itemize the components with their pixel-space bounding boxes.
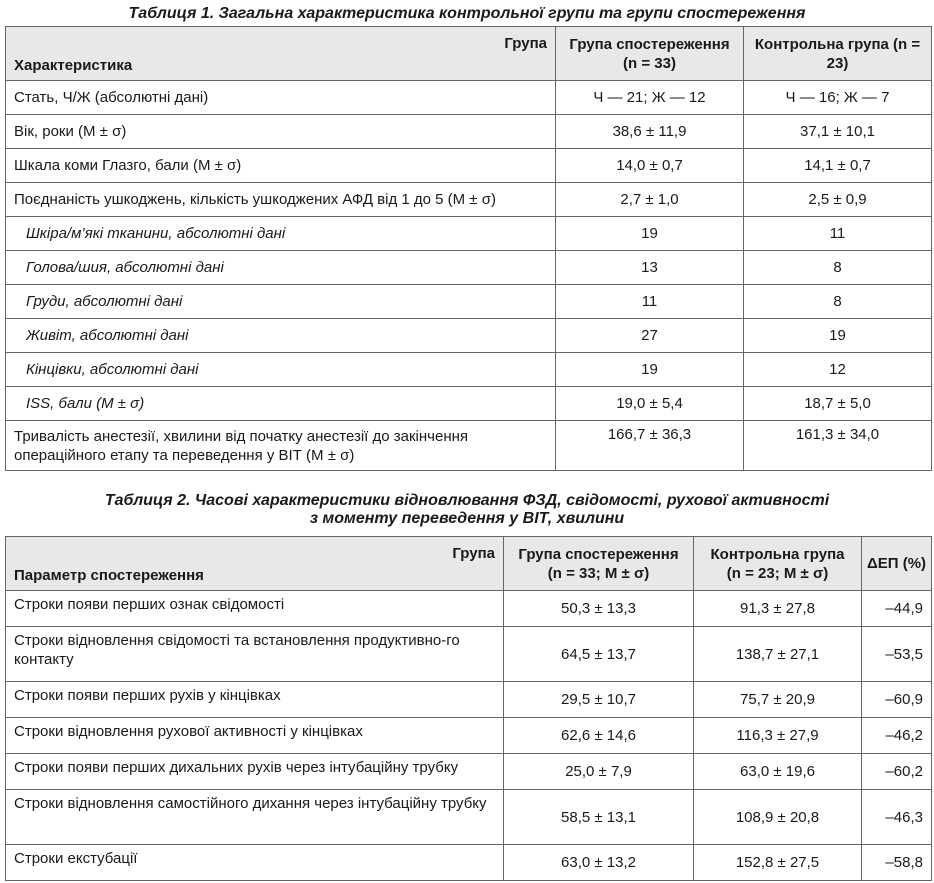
row-label: Вік, роки (M ± σ) [6, 115, 556, 149]
row-label: Строки відновлення свідомості та встановлення продуктивно-го контакту [6, 627, 504, 682]
cell-observation: 50,3 ± 13,3 [504, 591, 694, 627]
row-label: Голова/шия, абсолютні дані [6, 251, 556, 285]
cell-control: 8 [744, 285, 932, 319]
cell-observation: 63,0 ± 13,2 [504, 845, 694, 881]
col-header-delta: ΔЕП (%) [862, 537, 932, 591]
cell-control: 11 [744, 217, 932, 251]
row-label: Кінцівки, абсолютні дані [6, 353, 556, 387]
cell-observation: 19 [556, 217, 744, 251]
table2-header-row [6, 537, 932, 591]
cell-control: Ч — 16; Ж — 7 [744, 81, 932, 115]
cell-observation: 29,5 ± 10,7 [504, 682, 694, 718]
table-row [6, 115, 932, 149]
cell-delta: –53,5 [862, 627, 932, 682]
table1 [5, 26, 932, 471]
row-label: Строки відновлення самостійного дихання через інтубаційну трубку [6, 790, 504, 845]
cell-observation: 14,0 ± 0,7 [556, 149, 744, 183]
group-label: Група [504, 35, 547, 52]
table-row [6, 149, 932, 183]
cell-control: 37,1 ± 10,1 [744, 115, 932, 149]
cell-observation: 2,7 ± 1,0 [556, 183, 744, 217]
row-label: Строки появи перших дихальних рухів через інтубаційну трубку [6, 754, 504, 790]
table2 [5, 536, 932, 881]
cell-control: 2,5 ± 0,9 [744, 183, 932, 217]
cell-delta: –44,9 [862, 591, 932, 627]
table-row [6, 387, 932, 421]
col-header-control: Контрольна група (n = 23; M ± σ) [694, 537, 862, 591]
cell-observation: 166,7 ± 36,3 [556, 421, 744, 471]
table1-header-row [6, 27, 932, 81]
row-label: Строки появи перших рухів у кінцівках [6, 682, 504, 718]
row-label: Живіт, абсолютні дані [6, 319, 556, 353]
cell-control: 161,3 ± 34,0 [744, 421, 932, 471]
table-row [6, 81, 932, 115]
row-label: Шкала коми Глазго, бали (M ± σ) [6, 149, 556, 183]
table-row [6, 591, 932, 627]
table-row [6, 682, 932, 718]
row-label: Тривалість анестезії, хвилини від початку анестезії до закінчення операційного етапу та переведення у ВІТ (M ± σ) [6, 421, 556, 471]
cell-observation: 19 [556, 353, 744, 387]
table-row [6, 251, 932, 285]
characteristic-label: Характеристика [14, 57, 133, 74]
table-row [6, 627, 932, 682]
cell-control: 138,7 ± 27,1 [694, 627, 862, 682]
cell-delta: –60,9 [862, 682, 932, 718]
cell-control: 63,0 ± 19,6 [694, 754, 862, 790]
table-row [6, 790, 932, 845]
cell-observation: 58,5 ± 13,1 [504, 790, 694, 845]
cell-delta: –46,2 [862, 718, 932, 754]
table1-caption: Таблиця 1. Загальна характеристика контрольної групи та групи спостереження [128, 5, 806, 22]
cell-control: 108,9 ± 20,8 [694, 790, 862, 845]
table-row [6, 754, 932, 790]
cell-control: 18,7 ± 5,0 [744, 387, 932, 421]
cell-control: 152,8 ± 27,5 [694, 845, 862, 881]
table2-corner-header [6, 537, 504, 591]
row-label: Строки екстубації [6, 845, 504, 881]
table-row [6, 845, 932, 881]
cell-observation: 62,6 ± 14,6 [504, 718, 694, 754]
table2-caption-line2: з моменту переведення у ВІТ, хвилини [309, 510, 625, 527]
cell-control: 91,3 ± 27,8 [694, 591, 862, 627]
group-label: Група [452, 545, 495, 562]
row-label: Поєднаність ушкоджень, кількість ушкоджених АФД від 1 до 5 (M ± σ) [6, 183, 556, 217]
cell-control: 8 [744, 251, 932, 285]
row-label: Шкіра/м’які тканини, абсолютні дані [6, 217, 556, 251]
cell-observation: 11 [556, 285, 744, 319]
table2-caption [0, 492, 934, 528]
cell-observation: 38,6 ± 11,9 [556, 115, 744, 149]
cell-control: 12 [744, 353, 932, 387]
table-row [6, 319, 932, 353]
cell-control: 116,3 ± 27,9 [694, 718, 862, 754]
table1-corner-header [6, 27, 556, 81]
table-row [6, 217, 932, 251]
cell-observation: Ч — 21; Ж — 12 [556, 81, 744, 115]
cell-observation: 19,0 ± 5,4 [556, 387, 744, 421]
row-label: Груди, абсолютні дані [6, 285, 556, 319]
table-row [6, 285, 932, 319]
row-label: Строки появи перших ознак свідомості [6, 591, 504, 627]
cell-observation: 27 [556, 319, 744, 353]
cell-observation: 25,0 ± 7,9 [504, 754, 694, 790]
col-header-observation: Група спостереження (n = 33; M ± σ) [504, 537, 694, 591]
cell-delta: –46,3 [862, 790, 932, 845]
table-row [6, 183, 932, 217]
table-row [6, 718, 932, 754]
col-header-observation: Група спостереження (n = 33) [556, 27, 744, 81]
cell-delta: –58,8 [862, 845, 932, 881]
cell-control: 19 [744, 319, 932, 353]
row-label: Строки відновлення рухової активності у кінцівках [6, 718, 504, 754]
cell-observation: 64,5 ± 13,7 [504, 627, 694, 682]
table2-caption-line1: Таблиця 2. Часові характеристики відновлювання ФЗД, свідомості, рухової активності [104, 492, 830, 509]
parameter-label: Параметр спостереження [14, 567, 204, 584]
row-label: ISS, бали (M ± σ) [6, 387, 556, 421]
cell-delta: –60,2 [862, 754, 932, 790]
cell-control: 14,1 ± 0,7 [744, 149, 932, 183]
cell-control: 75,7 ± 20,9 [694, 682, 862, 718]
row-label: Стать, Ч/Ж (абсолютні дані) [6, 81, 556, 115]
col-header-control: Контрольна група (n = 23) [744, 27, 932, 81]
table-row [6, 421, 932, 471]
cell-observation: 13 [556, 251, 744, 285]
table-row [6, 353, 932, 387]
